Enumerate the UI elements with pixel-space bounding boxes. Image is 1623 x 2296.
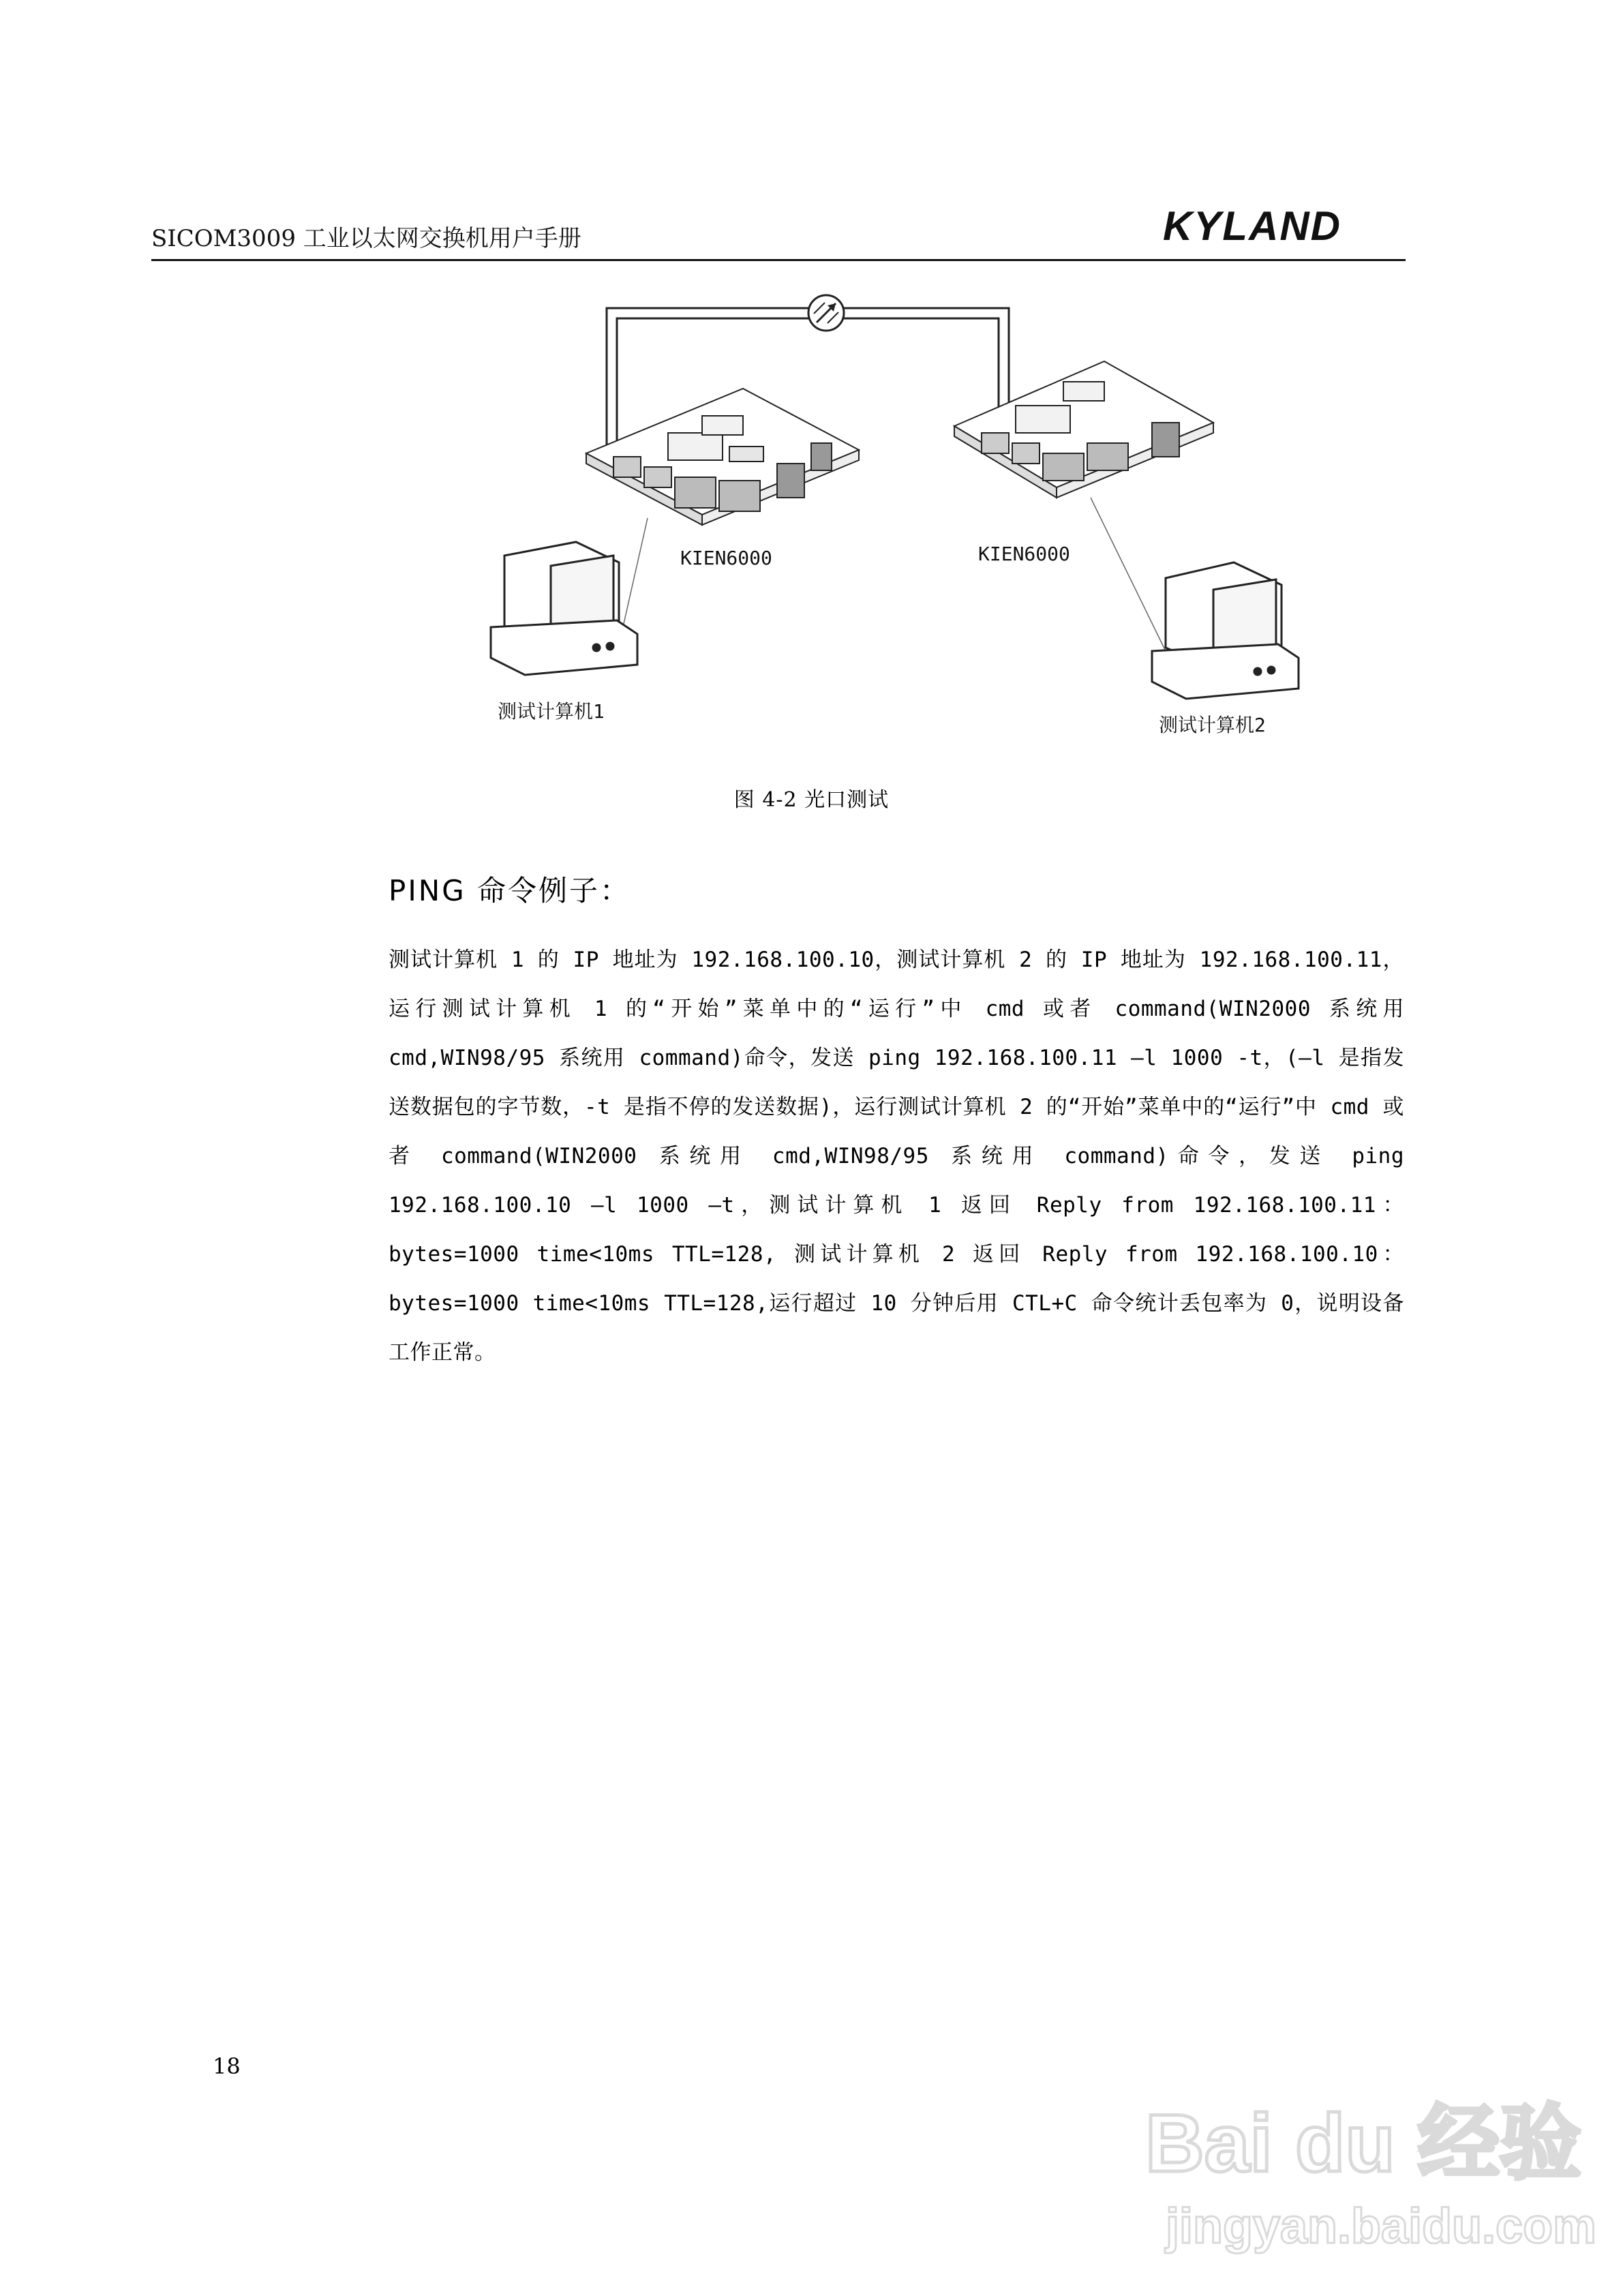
left-network-cable: [624, 518, 648, 624]
right-computer-label: 测试计算机2: [1159, 714, 1266, 736]
header-title: SICOM3009 工业以太网交换机用户手册: [151, 225, 581, 252]
optical-port-test-diagram: [477, 280, 1363, 770]
left-switch-board: [586, 389, 859, 525]
svg-text:Bai du 经验: Bai du 经验: [1145, 2098, 1582, 2189]
svg-text:jingyan.baidu.com: jingyan.baidu.com: [1166, 2199, 1597, 2254]
section-heading: PING 命令例子：: [389, 874, 631, 907]
header-rule: [151, 259, 1406, 261]
fiber-link-icon: [808, 295, 844, 331]
page-number: 18: [213, 2053, 241, 2079]
body-paragraph: [389, 935, 1404, 1377]
right-computer: [1152, 562, 1299, 699]
figure-caption: 图 4-2 光口测试: [733, 788, 890, 812]
left-computer: [491, 542, 637, 675]
left-computer-label: 测试计算机1: [498, 700, 605, 723]
body-text: 测试计算机 1 的 IP 地址为 192.168.100.10，测试计算机 2 的 IP 地址为 192.168.100.11，运行测试计算机 1 的“开始”菜单中的“运行”中 cmd 或者 command(WIN2000 系统用 cmd,WIN98/95 系统用 command)命令，发送 ping 192.168.100.11 –l 1000 -t，(–l 是指发送数据包的字节数，-t 是指不停的发送数据)，运行测试计算机 2 的“开始”菜单中的“运行”中 cmd 或者 command(WIN2000 系统用 cmd,WIN98/95 系统用 command)命令，发送 ping 192.168.100.10 –l 1000 –t，测试计算机 1 返回 Reply from 192.168.100.11：bytes=1000 time<10ms TTL=128, 测试计算机 2 返回 Reply from 192.168.100.10：bytes=1000 time<10ms TTL=128,运行超过 10 分钟后用 CTL+C 命令统计丢包率为 0，说明设备工作正常。: [389, 948, 1404, 1365]
left-device-label: KIEN6000: [680, 547, 772, 569]
right-network-cable: [1091, 498, 1166, 651]
baidu-jingyan-watermark: [1125, 2069, 1602, 2267]
svg-text:KYLAND: KYLAND: [1163, 203, 1341, 249]
kyland-logo: [1159, 202, 1363, 250]
right-switch-board: [954, 361, 1213, 498]
right-device-label: KIEN6000: [978, 543, 1070, 565]
